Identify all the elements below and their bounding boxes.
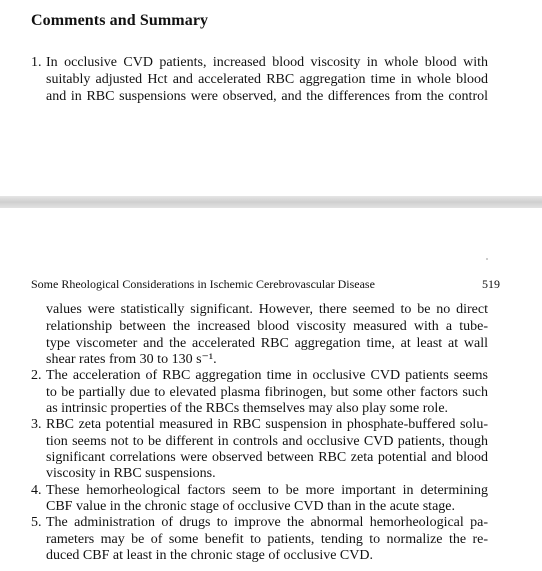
text-line: and in RBC suspensions were observed, and the differences from the control bbox=[46, 89, 488, 104]
running-title: Some Rheological Considerations in Ischemic Cerebrovascular Disease bbox=[31, 277, 375, 291]
text-line: to be partially due to elevated plasma fibrinogen, but some other factors such bbox=[46, 385, 488, 400]
item-number: 3. bbox=[31, 417, 42, 432]
text-line: as intrinsic properties of the RBCs themselves may also play some role. bbox=[46, 401, 449, 416]
text-line: relationship between the increased blood viscosity measured with a tube- bbox=[46, 319, 488, 334]
text-line: The acceleration of RBC aggregation time in occlusive CVD patients seems bbox=[46, 368, 488, 383]
page-bottom bbox=[0, 208, 542, 571]
text-line: duced CBF at least in the chronic stage of occlusive CVD. bbox=[46, 548, 373, 563]
item-number: 1. bbox=[31, 55, 42, 70]
text-line: rameters may be of some benefit to patients, tending to normalize the re- bbox=[46, 532, 488, 547]
text-line: These hemorheological factors seem to be more important in determining bbox=[46, 483, 488, 498]
text-line: type viscometer and the accelerated RBC aggregation time, at least at wall bbox=[46, 336, 488, 351]
section-heading: Comments and Summary bbox=[31, 12, 209, 29]
text-line: values were statistically significant. However, there seemed to be no direct bbox=[46, 302, 488, 317]
text-line: RBC zeta potential measured in RBC suspension in phosphate-buffered solu- bbox=[46, 417, 488, 432]
page-top bbox=[0, 0, 542, 196]
text-line: suitably adjusted Hct and accelerated RBC aggregation time in whole blood bbox=[46, 72, 488, 87]
text-line: shear rates from 30 to 130 s⁻¹. bbox=[46, 352, 217, 367]
speck-mark bbox=[486, 258, 488, 260]
text-line: tion seems not to be different in controls and occlusive CVD patients, though bbox=[46, 434, 488, 449]
item-number: 5. bbox=[31, 515, 42, 530]
text-line: CBF value in the chronic stage of occlusive CVD than in the acute stage. bbox=[46, 499, 456, 514]
item-number: 2. bbox=[31, 368, 42, 383]
page-divider bbox=[0, 196, 542, 208]
text-line: significant correlations were observed between RBC zeta potential and blood bbox=[46, 450, 488, 465]
text-line: The administration of drugs to improve the abnormal hemorheological pa- bbox=[46, 515, 488, 530]
text-line: viscosity in RBC suspensions. bbox=[46, 466, 216, 481]
text-line: In occlusive CVD patients, increased blood viscosity in whole blood with bbox=[46, 55, 488, 70]
page-number: 519 bbox=[482, 277, 500, 291]
item-number: 4. bbox=[31, 483, 42, 498]
